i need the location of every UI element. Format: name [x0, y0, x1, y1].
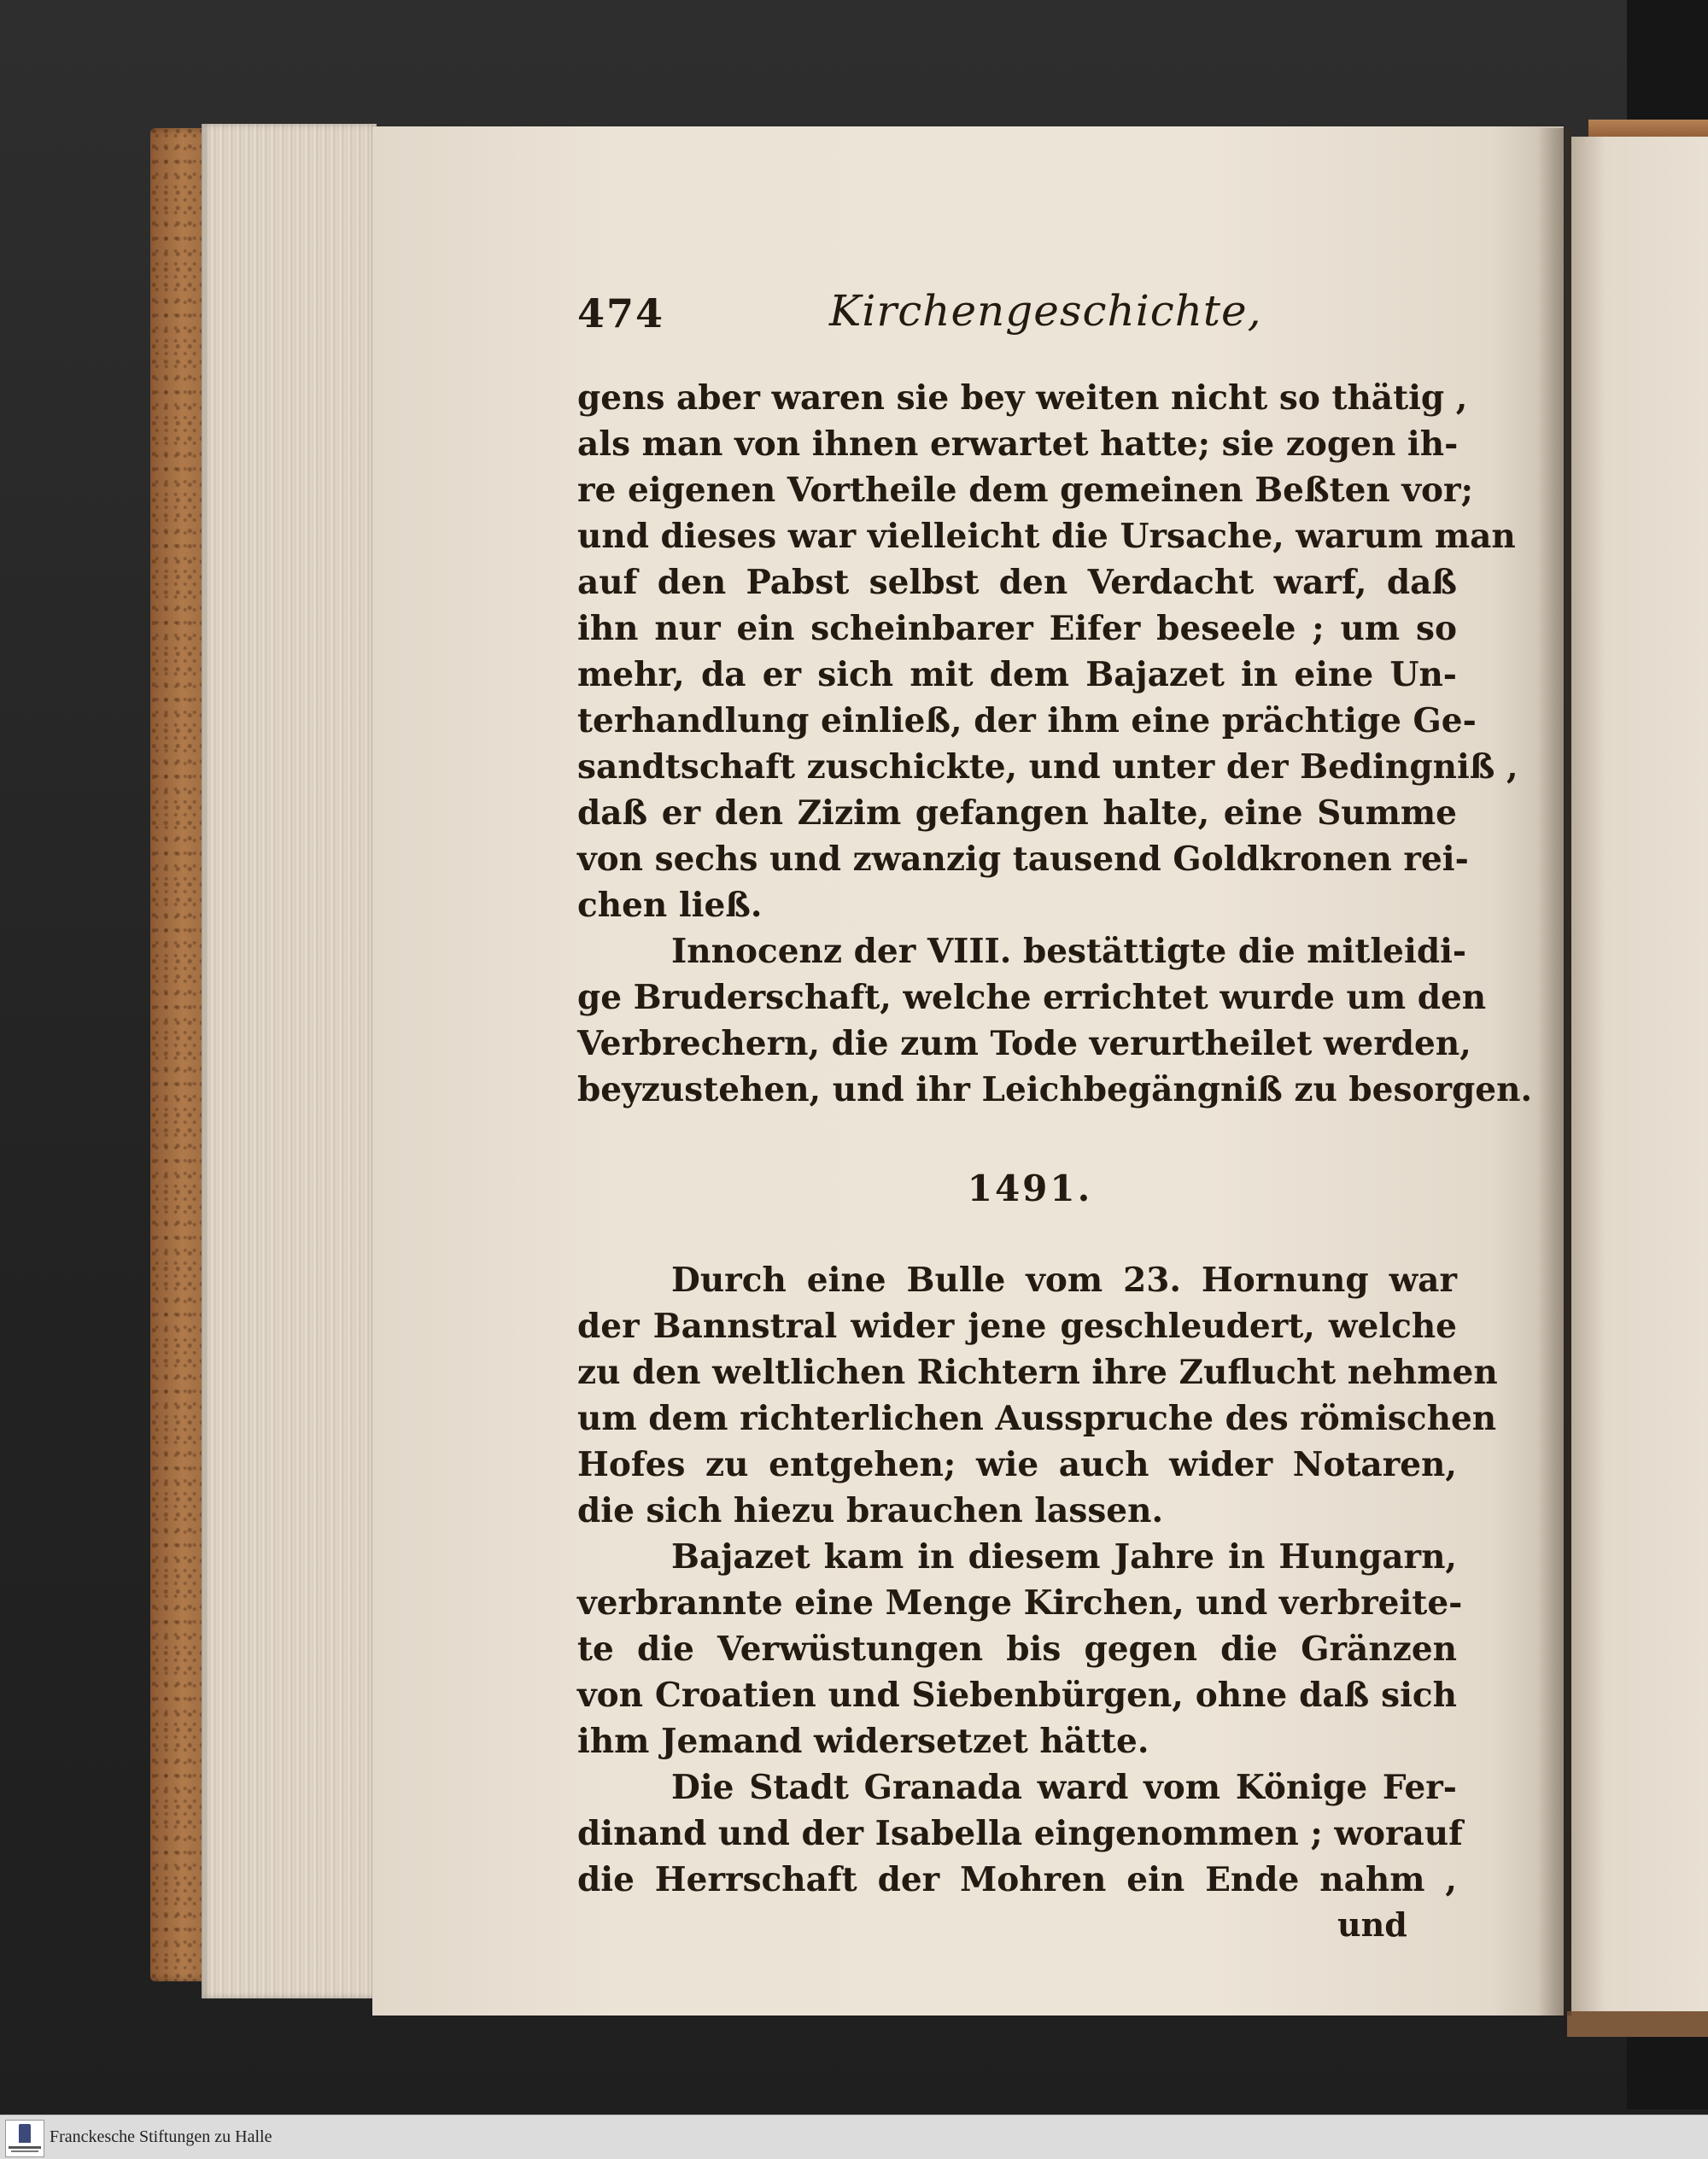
text-line: als man von ihnen erwartet hatte; sie zogen ih- [577, 424, 1459, 464]
text-line: chen ließ. [577, 886, 763, 925]
text-line: terhandlung einließ, der ihm eine prächtige Ge- [577, 701, 1477, 740]
page-number: 474 [577, 290, 665, 336]
text-line: Verbrechern, die zum Tode verurtheilet werden, [577, 1024, 1471, 1063]
text-line: und dieses war vielleicht die Ursache, warum man [577, 517, 1516, 556]
text-line: die sich hiezu brauchen lassen. [577, 1491, 1164, 1530]
text-line: der Bannstral wider jene geschleudert, welche [577, 1307, 1457, 1346]
text-line: auf den Pabst selbst den Verdacht warf, daß [577, 563, 1457, 602]
text-line: sandtschaft zuschickte, und unter der Bedingniß , [577, 747, 1518, 787]
text-line: ge Bruderschaft, welche errichtet wurde um den [577, 978, 1487, 1017]
footer-bar [0, 2115, 1708, 2159]
facing-page [1571, 137, 1708, 2016]
text-line: Bajazet kam in diesem Jahre in Hungarn, [671, 1537, 1457, 1577]
text-line: beyzustehen, und ihr Leichbegängniß zu besorgen. [577, 1070, 1533, 1109]
text-line: Durch eine Bulle vom 23. Hornung war [671, 1261, 1457, 1300]
text-line: Innocenz der VIII. bestättigte die mitleidi- [671, 932, 1467, 971]
page-header [577, 273, 1262, 342]
text-line: zu den weltlichen Richtern ihre Zuflucht nehmen [577, 1353, 1498, 1392]
institution-name: Franckesche Stiftungen zu Halle [50, 2127, 272, 2146]
text-line: ihm Jemand widersetzet hätte. [577, 1722, 1149, 1761]
catchword: und [1337, 1905, 1407, 1944]
page-gutter [1537, 128, 1571, 2016]
text-line: mehr, da er sich mit dem Bajazet in eine Un- [577, 655, 1457, 694]
text-line: te die Verwüstungen bis gegen die Gränzen [577, 1629, 1457, 1669]
text-line: daß er den Zizim gefangen halte, eine Summe [577, 793, 1457, 833]
running-title: Kirchengeschichte, [829, 286, 1262, 336]
text-line: um dem richterlichen Ausspruche des römischen [577, 1399, 1497, 1438]
year-heading: 1491. [967, 1167, 1093, 1209]
text-line: re eigenen Vortheile dem gemeinen Beßten vor; [577, 471, 1473, 510]
text-line: von sechs und zwanzig tausend Goldkronen rei- [577, 840, 1469, 879]
text-line: dinand und der Isabella eingenommen ; worauf [577, 1814, 1463, 1853]
text-line: verbrannte eine Menge Kirchen, und verbreite- [577, 1583, 1463, 1623]
text-line: von Croatien und Siebenbürgen, ohne daß sich [577, 1676, 1457, 1715]
text-line: ihn nur ein scheinbarer Eifer beseele ; um so [577, 609, 1457, 648]
book-cover-bottom [1567, 2011, 1708, 2037]
page-edges [202, 124, 377, 1998]
institution-logo-icon [5, 2120, 44, 2157]
text-line: gens aber waren sie bey weiten nicht so thätig , [577, 378, 1468, 418]
text-line: Die Stadt Granada ward vom Könige Fer- [671, 1768, 1457, 1807]
text-line: die Herrschaft der Mohren ein Ende nahm , [577, 1860, 1457, 1899]
text-line: Hofes zu entgehen; wie auch wider Notaren, [577, 1445, 1457, 1484]
